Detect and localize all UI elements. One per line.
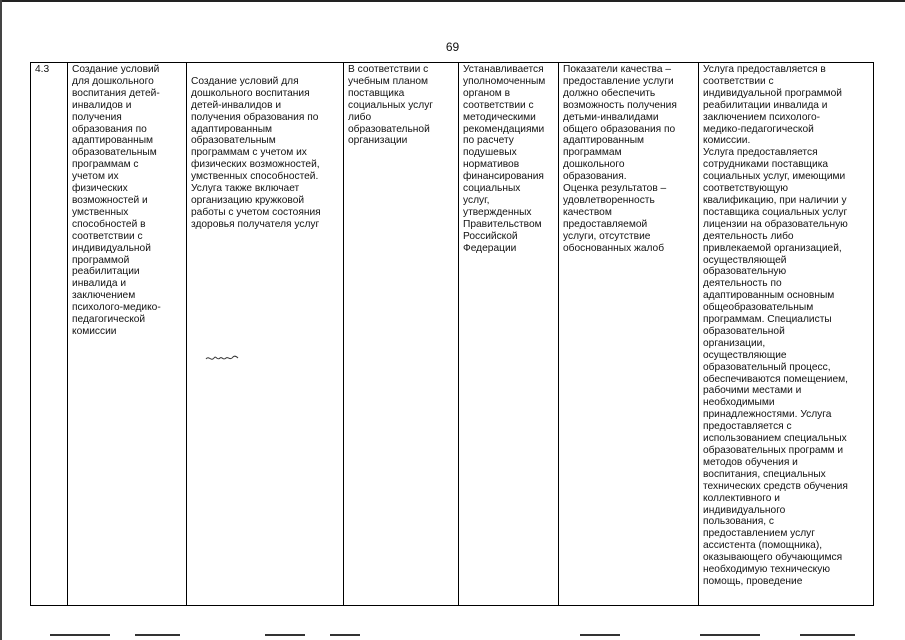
scan-bottom-edge [0, 630, 905, 640]
service-name-cell: Создание условий для дошкольного воспитания детей- инвалидов и получения образования по адаптированным образовательным программам с учетом их физических возможностей и умственных способностей в соответствии с индивидуальной программой реабилитации инвалида и заключением психолого-медико- педагогической комиссии [68, 63, 187, 606]
page-number: 69 [445, 40, 460, 54]
scan-edge-top [0, 0, 905, 2]
services-table [30, 62, 874, 606]
service-description-cell [187, 63, 344, 606]
service-description-text: Создание условий для дошкольного воспитания детей-инвалидов и получения образования по адаптированным образовательным программам с учетом их физических возможностей, умственных способностей. Услуга также включает организацию кружковой работы с учетом состояния здоровья получателя услуг [191, 75, 321, 230]
row-number-cell: 4.3 [31, 63, 68, 606]
scan-edge-left [0, 0, 2, 640]
handwritten-mark-icon [205, 353, 239, 363]
service-conditions-cell: Услуга предоставляется в соответствии с индивидуальной программой реабилитации инвалида и заключением психолого- медико-педагогической комиссии. Услуга предоставляется сотрудниками поставщика социальных услуг, имеющими соответствующую квалификацию, при наличии у поставщика социальных услуг лицензии на образовательную деятельность либо привлекаемой организацией, осуществляющей образовательную деятельность по адаптированным основным общеобразовательным программам. Специалисты образовательной организации, осуществляющие образовательный процесс, обеспечиваются помещением, рабочими местами и необходимыми принадлежностями. Услуга предоставляется с использованием специальных образовательных программ и методов обучения и воспитания, специальных технических средств обучения коллективного и индивидуального пользования, с предоставлением услуг ассистента (помощника), оказывающего обучающимся необходимую техническую помощь, проведение [699, 63, 874, 606]
service-cost-cell: Устанавливается уполномоченным органом в соответствии с методическими рекомендациями по расчету подушевых нормативов финансирования социальных услуг, утвержденных Правительством Российской Федерации [459, 63, 559, 606]
table-row [31, 63, 874, 606]
service-volume-cell: В соответствии с учебным планом поставщика социальных услуг либо образовательной организации [344, 63, 459, 606]
quality-indicators-cell: Показатели качества – предоставление услуги должно обеспечить возможность получения детьми-инвалидами общего образования по адаптированным программам дошкольного образования. Оценка результатов – удовлетворенность качеством предоставляемой услуги, отсутствие обоснованных жалоб [559, 63, 699, 606]
